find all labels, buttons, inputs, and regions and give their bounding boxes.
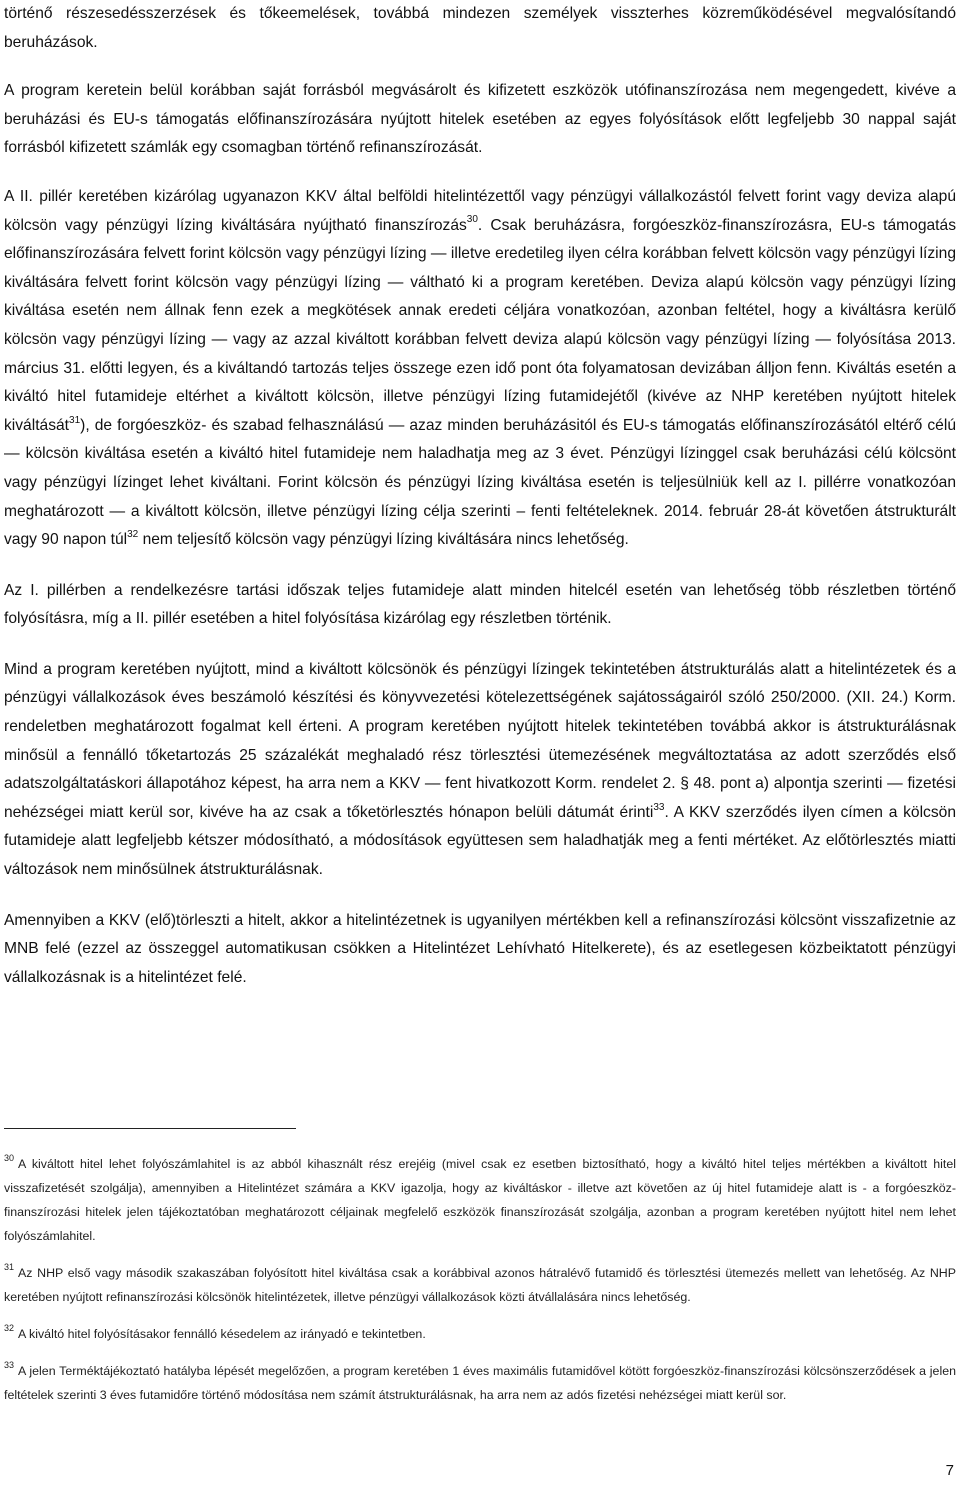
footnote-text: Az NHP első vagy második szakaszában folyósított hitel kiváltása csak a korábbival azonos hátralévő futamidő és törlesztési ütemezés mellett van lehetőség. Az NHP keretében nyújtott refinanszírozási kölcsönök hitelintézetek, illetve pénzügyi vállalkozások közti átvállalására nincs lehetőség.: [4, 1266, 956, 1304]
paragraph-text: . A KKV szerződés ilyen címen a kölcsön futamideje alatt legfeljebb kétszer módosítható, a módosítások együttesen sem haladhatják meg a fenti mértéket. Az előtörlesztés miatti változások nem minősülnek átstrukturálásnak.: [4, 803, 956, 879]
footnote-number: 32: [4, 1322, 15, 1333]
paragraph-continuation: történő részesedésszerzések és tőkeemelések, továbbá mindezen személyek visszterhes közreműködésével megvalósítandó beruházások.: [4, 5, 956, 51]
footnote-ref[interactable]: 32: [127, 528, 139, 540]
footnote-ref[interactable]: 30: [466, 214, 478, 226]
paragraph-text: A II. pillér keretében kizárólag ugyanazon KKV által belföldi hitelintézettől vagy pénzügyi vállalkozástól felvett forint vagy deviza alapú kölcsön vagy pénzügyi lízing kiváltására nyújtható finanszírozás: [4, 187, 956, 234]
footnote-separator: [4, 1128, 296, 1129]
footnote-ref[interactable]: 33: [653, 801, 665, 813]
paragraph-refinancing: A program keretein belül korábban saját forrásból megvásárolt és kifizetett eszközök utófinanszírozása nem megengedett, kivéve a beruházási és EU-s támogatás előfinanszírozására nyújtott hitelek esetében az egyes folyósítások előtt legfeljebb 30 nappal saját forrásból kifizetett számlák egy csomagban történő refinanszírozását.: [4, 82, 956, 157]
paragraph-pillar-two: [4, 183, 956, 555]
page-number: 7: [945, 1462, 954, 1479]
footnote-number: 31: [4, 1261, 15, 1272]
footnote-31: [4, 1261, 956, 1309]
footnote-text: A kiváltott hitel lehet folyószámlahitel is az abból kihasznált rész erejéig (mivel csak ez esetben biztosítható, hogy a kiváltó hitel teljes mértékben a kiváltott hitel visszafizetését szolgálja), amennyiben a Hitelintézet számára a KKV igazolja, hogy az kiváltáskor - illetve azt követően az új hitel futamideje alatt is - a forgóeszköz-finanszírozási hitelek jelen tájékoztatóban meghatározott céljainak megfelelő eszközök finanszírozását szolgálja, azonban a program keretében nyújtott hitel nem lehet folyószámlahitel.: [4, 1157, 956, 1243]
paragraph-restructuring: [4, 656, 956, 885]
paragraph-text: Mind a program keretében nyújtott, mind a kiváltott kölcsönök és pénzügyi lízingek tekintetében átstrukturálás alatt a hitelintézetek és a pénzügyi vállalkozások éves beszámoló készítési és könyvvezetési kötelezettségének sajátosságairól szóló 250/2000. (XII. 24.) Korm. rendeletben meghatározott fogalmat kell érteni. A program keretében nyújtott hitelek tekintetében továbbá akkor is átstrukturálásnak minősül a fennálló tőketartozás 25 százalékát meghaladó rész törlesztési ütemezésének megváltoztatása az adott szerződés első adatszolgáltatáskori állapotához képest, ha arra nem a KKV — fent hivatkozott Korm. rendelet 2. § 48. pont a) alpontja szerinti — fizetési nehézségei miatt kerül sor, kivéve ha az csak a tőketörlesztés hónapon belüli dátumát érinti: [4, 660, 956, 821]
footnote-32: [4, 1322, 956, 1346]
paragraph-text: ), de forgóeszköz- és szabad felhasználású — azaz minden beruházásitól és EU-s támogatás előfinanszírozásától eltérő célú — kölcsön kiváltása esetén a kiváltó hitel futamideje nem haladhatja meg az 3 évet. Pénzügyi lízinggel csak beruházási célú kölcsönt vagy pénzügyi lízinget lehet kiváltani. Forint kölcsön és pénzügyi lízing kiváltása esetén is teljesülniük kell az I. pillérre vonatkozóan meghatározott — a kiváltott kölcsön, illetve pénzügyi lízing célja szerinti – fenti feltételeknek. 2014. február 28-át követően átstrukturált vagy 90 napon túl: [4, 416, 956, 549]
footnote-30: [4, 1152, 956, 1248]
paragraph-disbursement: Az I. pillérben a rendelkezésre tartási időszak teljes futamideje alatt minden hitelcél esetén van lehetőség több részletben történő folyósításra, míg a II. pillér esetében a hitel folyósítása kizárólag egy részletben történik.: [4, 581, 956, 628]
footnotes: [4, 1152, 956, 1420]
main-text: [4, 0, 956, 992]
footnote-number: 30: [4, 1152, 15, 1163]
footnote-ref[interactable]: 31: [69, 414, 81, 426]
footnote-33: [4, 1359, 956, 1407]
paragraph-text: . Csak beruházásra, forgóeszköz-finanszírozásra, EU-s támogatás előfinanszírozására felvett forint kölcsön vagy pénzügyi lízing — illetve eredetileg ilyen célra korábban felvett kölcsön vagy pénzügyi lízing kiváltására felvett forint kölcsön vagy pénzügyi lízing — váltható ki a program keretében. Deviza alapú kölcsön vagy pénzügyi lízing kiváltása esetén nem állnak fenn ezek a megkötések annak eredeti céljára vonatkozóan, azonban feltétel, hogy a kiváltásra kerülő kölcsön vagy pénzügyi lízing — vagy az azzal kiváltott korábban felvett deviza alapú kölcsön vagy pénzügyi lízing — folyósítása 2013. március 31. előtti legyen, és a kiváltandó tartozás teljes összege ezen idő pont óta folyamatosan devizában álljon fenn. Kiváltás esetén a kiváltó hitel futamideje eltérhet a kiváltott kölcsön, illetve pénzügyi lízing futamidejétől (kivéve az NHP keretében nyújtott hitelek kiváltását: [4, 216, 956, 434]
paragraph-text: nem teljesítő kölcsön vagy pénzügyi lízing kiváltására nincs lehetőség.: [138, 531, 629, 549]
footnote-text: A jelen Terméktájékoztató hatályba lépését megelőzően, a program keretében 1 éves maximális futamidővel kötött forgóeszköz-finanszírozási kölcsönszerződések a jelen feltételek szerinti 3 éves futamidőre történő módosítása nem számít átstrukturálásnak, ha arra nem az adós fizetési nehézségei miatt kerül sor.: [4, 1364, 956, 1402]
footnote-text: A kiváltó hitel folyósításakor fennálló késedelem az irányadó e tekintetben.: [18, 1327, 426, 1341]
paragraph-prepayment: Amennyiben a KKV (elő)törleszti a hitelt, akkor a hitelintézetnek is ugyanilyen mértékben kell a refinanszírozási kölcsönt visszafizetnie az MNB felé (ezzel az összeggel automatikusan csökken a Hitelintézet Lehívható Hitelkerete), és az esetlegesen közbeiktatott pénzügyi vállalkozásnak is a hitelintézet felé.: [4, 911, 956, 986]
footnote-number: 33: [4, 1359, 15, 1370]
